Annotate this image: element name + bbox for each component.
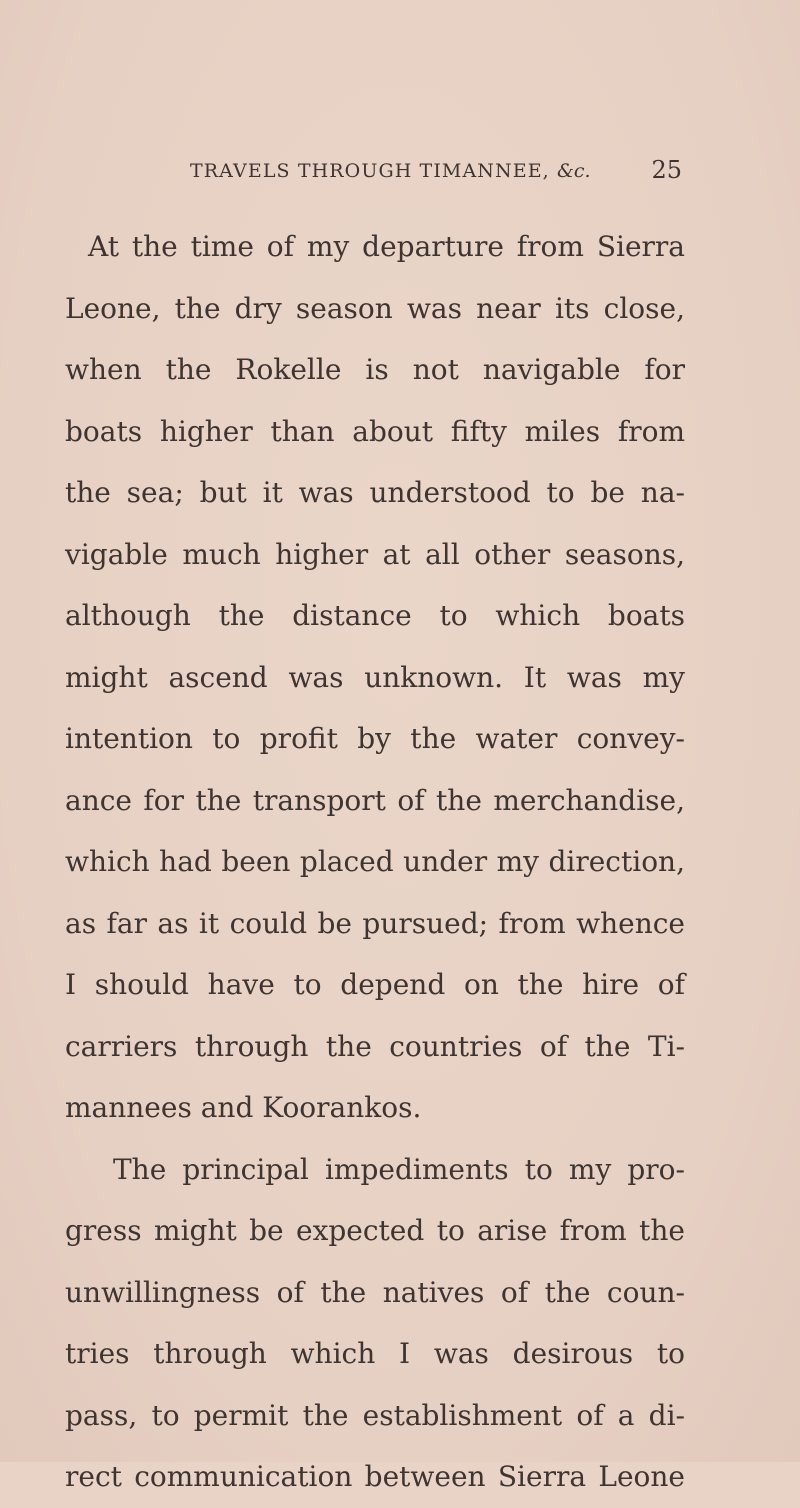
text-line: I should have to depend on the hire of	[65, 968, 685, 1001]
text-line: intention to profit by the water convey-	[65, 722, 685, 755]
body-text	[65, 216, 685, 1508]
text-line: as far as it could be pursued; from whence	[65, 906, 685, 940]
text-line: might ascend was unknown. It was my	[65, 660, 685, 694]
text-line: boats higher than about fifty miles from	[65, 414, 685, 448]
text-line: tries through which I was desirous to	[65, 1337, 685, 1370]
text-line: rect communication between Sierra Leone	[65, 1460, 685, 1493]
running-head-title: TRAVELS THROUGH TIMANNEE,	[190, 160, 550, 182]
text-line: although the distance to which boats	[65, 599, 685, 632]
text-line: pass, to permit the establishment of a di-	[65, 1398, 685, 1432]
running-head	[190, 160, 591, 182]
text-line: gress might be expected to arise from the	[65, 1214, 685, 1247]
running-head-etc: &c.	[556, 160, 591, 182]
paragraph-2	[65, 1139, 685, 1508]
paragraph-1	[65, 216, 685, 1139]
text-line: the sea; but it was understood to be na-	[65, 476, 685, 509]
text-line: At the time of my departure from Sierra	[88, 230, 685, 263]
text-line: when the Rokelle is not navigable for	[65, 353, 685, 386]
text-line: unwillingness of the natives of the coun-	[65, 1275, 685, 1309]
page-number: 25	[651, 156, 682, 184]
text-line: ance for the transport of the merchandise,	[65, 783, 685, 817]
text-line: carriers through the countries of the Ti-	[65, 1029, 685, 1063]
text-line: which had been placed under my direction,	[65, 845, 685, 878]
text-line: vigable much higher at all other seasons,	[65, 537, 685, 571]
text-line: mannees and Koorankos.	[65, 1091, 422, 1124]
text-line: Leone, the dry season was near its close,	[65, 291, 685, 325]
text-line: The principal impediments to my pro-	[113, 1152, 685, 1186]
page-header	[190, 156, 682, 200]
